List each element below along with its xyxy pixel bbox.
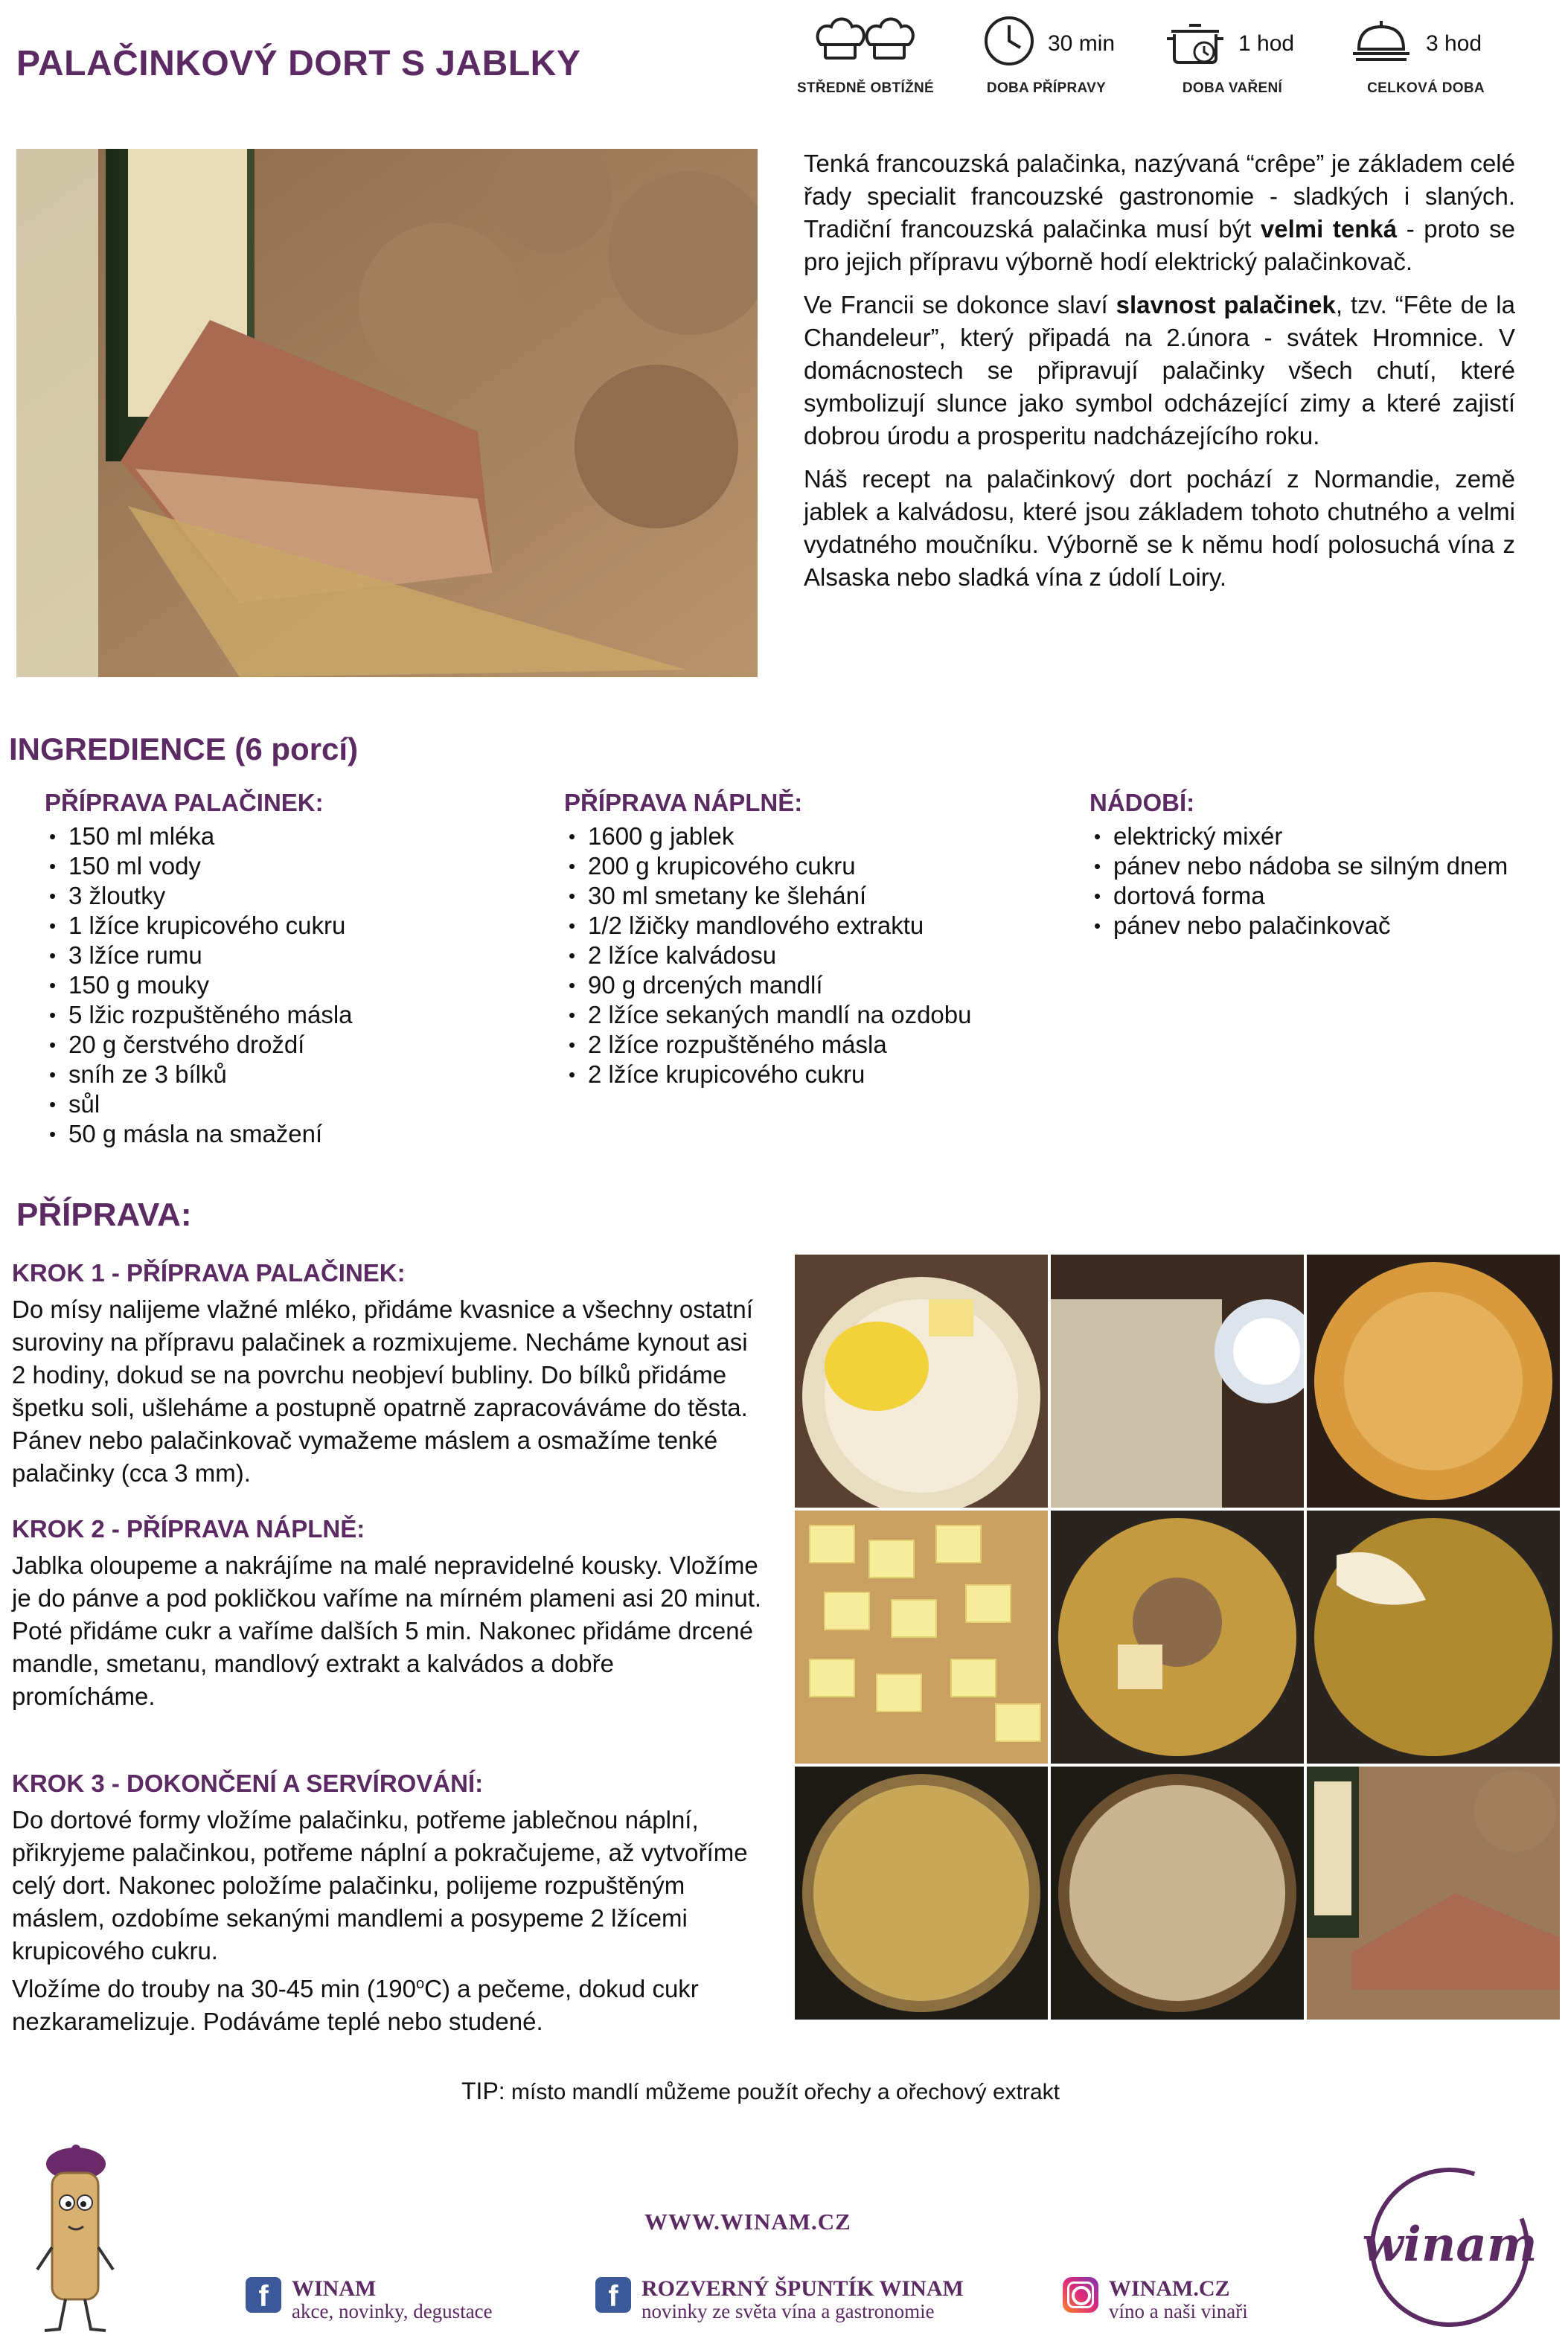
step-2 [12, 1515, 764, 1713]
social-name: WINAM [292, 2276, 377, 2301]
intro-paragraph [804, 289, 1515, 452]
ingredient-item: • 90 g drcených mandlí [564, 970, 1070, 1000]
social-text [292, 2277, 493, 2322]
tool-item: • dortová forma [1089, 881, 1566, 911]
ingredient-item: • 20 g čerstvého droždí [45, 1030, 536, 1060]
cork-mascot-icon [30, 2143, 119, 2337]
social-sub: víno a naši vinaři [1109, 2300, 1248, 2322]
ingredient-item: • 200 g krupicového cukru [564, 851, 1070, 881]
ingredients-title: INGREDIENCE (6 porcí) [9, 731, 359, 766]
facebook-icon: f [246, 2277, 281, 2313]
tip-note [461, 2078, 1060, 2105]
meta-total-time [1344, 15, 1508, 97]
ingredients-filling [564, 789, 1070, 1089]
social-text [641, 2277, 964, 2322]
clock-icon [979, 15, 1039, 67]
step-text [12, 1804, 764, 2038]
section-heading: PŘÍPRAVA PALAČINEK: [45, 789, 324, 816]
intro-bold: velmi tenká [1260, 215, 1398, 243]
step-photo-diced-apples [795, 1511, 1048, 1764]
social-text [1109, 2277, 1248, 2322]
ingredients-tools [1089, 789, 1566, 941]
step-text-run: Do dortové formy vložíme palačinku, potřeme jablečnou náplní, přikryjeme palačinkou, potřeme náplní a pokračujeme, až vytvoříme celý dort. Nakonec položíme palačinku, polijeme rozpuštěným máslem, ozdobíme sekanými mandlemi a posypeme 2 lžícemi krupicového cukru. [12, 1806, 748, 1964]
ingredient-item: • 3 žloutky [45, 881, 536, 911]
preparation-title: PŘÍPRAVA: [16, 1197, 192, 1233]
meta-label: DOBA PŘÍPRAVY [986, 80, 1107, 96]
tip-label: TIP: [461, 2078, 505, 2104]
ingredient-item: • 1/2 lžičky mandlového extraktu [564, 911, 1070, 941]
facebook-icon: f [595, 2277, 631, 2313]
pot-icon [1165, 15, 1225, 67]
step-3 [12, 1770, 764, 2038]
tip-text: místo mandlí můžeme použít ořechy a ořechový extrakt [505, 2080, 1060, 2104]
intro-text [804, 147, 1515, 604]
social-name: ROZVERNÝ ŠPUNTÍK WINAM [641, 2276, 964, 2301]
step-photo-cake-served [1307, 1767, 1560, 2020]
intro-paragraph [804, 147, 1515, 278]
chef-hats-icon [813, 15, 918, 67]
meta-value: 3 hod [1426, 31, 1482, 56]
step-photo-cake-baked [1051, 1767, 1304, 2020]
meta-label: CELKOVÁ DOBA [1367, 80, 1485, 96]
section-heading: NÁDOBÍ: [1089, 789, 1195, 816]
social-instagram-winam[interactable] [1063, 2277, 1248, 2322]
website-link[interactable]: WWW.WINAM.CZ [644, 2209, 851, 2235]
meta-value: 30 min [1048, 31, 1116, 56]
ingredient-item: • sníh ze 3 bílků [45, 1060, 536, 1089]
ingredient-list [45, 822, 536, 1149]
hero-photo [16, 149, 758, 677]
step-photo-batter-bowl [795, 1255, 1048, 1508]
ingredient-item: • 150 g mouky [45, 970, 536, 1000]
step-heading: KROK 1 - PŘÍPRAVA PALAČINEK: [12, 1259, 406, 1287]
degree-superscript: o [415, 1976, 425, 1992]
tool-item: • pánev nebo nádoba se silným dnem [1089, 851, 1566, 881]
tool-list [1089, 822, 1566, 941]
instagram-icon [1063, 2277, 1098, 2313]
step-text: Jablka oloupeme a nakrájíme na malé nepravidelné kousky. Vložíme je do pánve a pod pokličkou vaříme na mírném plameni asi 20 minut. Poté přidáme cukr a vaříme dalších 5 min. Nakonec přidáme drcené mandle, smetanu, mandlový extrakt a kalvádos a dobře promícháme. [12, 1552, 762, 1710]
ingredient-item: • 1 lžíce krupicového cukru [45, 911, 536, 941]
social-facebook-winam[interactable] [246, 2277, 493, 2322]
ingredient-item: • 50 g másla na smažení [45, 1119, 536, 1149]
section-heading: PŘÍPRAVA NÁPLNĚ: [564, 789, 803, 816]
tool-item: • pánev nebo palačinkovač [1089, 911, 1566, 941]
step-heading: KROK 2 - PŘÍPRAVA NÁPLNĚ: [12, 1515, 365, 1543]
step-1 [12, 1259, 764, 1490]
ingredient-item: • 30 ml smetany ke šlehání [564, 881, 1070, 911]
ingredient-item: • 2 lžíce rozpuštěného másla [564, 1030, 1070, 1060]
step-text-run: Vložíme do trouby na 30-45 min (190 [12, 1975, 416, 2002]
meta-value: 1 hod [1238, 31, 1295, 56]
ingredient-item: • 2 lžíce kalvádosu [564, 941, 1070, 970]
social-sub: novinky ze světa vína a gastronomie [641, 2300, 935, 2322]
social-name: WINAM.CZ [1109, 2276, 1230, 2301]
ingredient-item: • 2 lžíce krupicového cukru [564, 1060, 1070, 1089]
step-text: Do mísy nalijeme vlažné mléko, přidáme kvasnice a všechny ostatní suroviny na přípravu palačinek a rozmixujeme. Necháme kynout asi 2 hodiny, dokud se na povrchu neobjeví bubliny. Do bílků přidáme špetku soli, ušleháme a postupně opatrně zapracováváme do těsta. Pánev nebo palačinkovač vymažeme máslem a osmažíme tenké palačinky (cca 3 mm). [12, 1296, 753, 1487]
ingredient-item: • sůl [45, 1089, 536, 1119]
ingredient-item: • 3 lžíce rumu [45, 941, 536, 970]
meta-cook-time [1151, 15, 1314, 97]
step-heading: KROK 3 - DOKONČENÍ A SERVÍROVÁNÍ: [12, 1770, 484, 1797]
ingredient-item: • 150 ml vody [45, 851, 536, 881]
winam-logo [1360, 2158, 1539, 2337]
step-photo-filling-cream [1307, 1511, 1560, 1764]
intro-bold: slavnost palačinek [1116, 291, 1336, 318]
page-title: PALAČINKOVÝ DORT S JABLKY [16, 44, 581, 83]
step-photo-batter-cream [1051, 1255, 1304, 1508]
intro-paragraph: Náš recept na palačinkový dort pochází z Normandie, země jablek a kalvádosu, které jsou základem tohoto chutného a velmi vydatného moučníku. Výborně se k němu hodí polosuchá vína z Alsaska nebo sladká vína z údolí Loiry. [804, 465, 1515, 591]
svg-text:winam: winam [1362, 2217, 1537, 2273]
intro-text-run: , tzv. “Fête de la Chandeleur”, který připadá na 2.února - svátek Hromnice. V domácnostech se připravují palačinky všech chutí, které symbolizují slunce jako symbol odcházející zimy a které zajistí dobrou úrodu a prosperitu nadcházejícího roku. [804, 291, 1515, 449]
ingredient-item: • 2 lžíce sekaných mandlí na ozdobu [564, 1000, 1070, 1030]
ingredient-list [564, 822, 1070, 1089]
intro-text-run: Ve Francii se dokonce slaví [804, 291, 1116, 318]
meta-difficulty [784, 15, 947, 97]
meta-label: DOBA VAŘENÍ [1182, 80, 1283, 96]
step-photo-apples-almonds [1051, 1511, 1304, 1764]
ingredients-pancakes [45, 789, 536, 1149]
tool-item: • elektrický mixér [1089, 822, 1566, 851]
social-sub: akce, novinky, degustace [292, 2300, 493, 2322]
step-text-run: C) a pečeme, dokud cukr nezkaramelizuje. Podáváme teplé nebo studené. [12, 1975, 699, 2035]
ingredient-item: • 150 ml mléka [45, 822, 536, 851]
cloche-icon [1351, 15, 1411, 67]
step-photo-crepe [1307, 1255, 1560, 1508]
intro-text-run: Tenká francouzská palačinka, nazývaná “crêpe” je základem celé řady specialit francouzské gastronomie - sladkých i slaných. Tradiční francouzská palačinka musí být [804, 150, 1515, 243]
ingredient-item: • 5 lžic rozpuštěného másla [45, 1000, 536, 1030]
meta-prep-time [964, 15, 1128, 97]
step-photo-cake-filling [795, 1767, 1048, 2020]
intro-text-run: - proto se pro jejich přípravu výborně hodí elektrický palačinkovač. [804, 215, 1515, 275]
ingredient-item: • 1600 g jablek [564, 822, 1070, 851]
meta-label: STŘEDNĚ OBTÍŽNÉ [797, 80, 934, 96]
social-facebook-spuntik[interactable] [595, 2277, 964, 2322]
